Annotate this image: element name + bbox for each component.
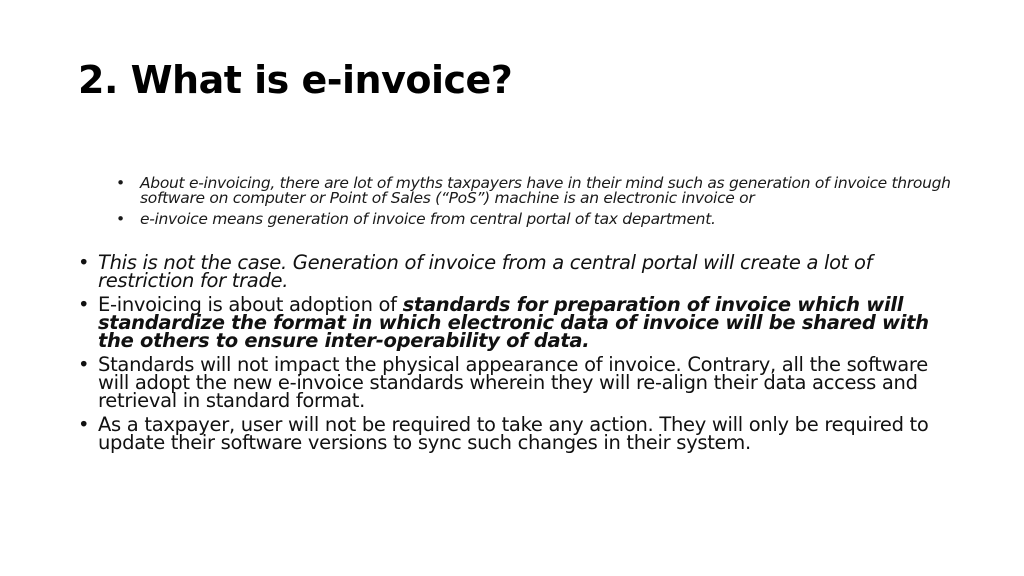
sub-bullet-text: e-invoice means generation of invoice from central portal of tax department. (140, 210, 716, 228)
sub-bullet-item (110, 212, 960, 227)
main-bullet-list (76, 251, 956, 458)
bullet-marker: • (78, 293, 90, 316)
bullet-item (76, 251, 956, 292)
bullet-text: Standards will not impact the physical appearance of invoice. Contrary, all the software will adopt the new e-invoice standards wherein they will re-align their data access and retrieval in standard format. (98, 353, 928, 412)
sub-bullet-list (110, 176, 960, 233)
bullet-marker: • (78, 251, 90, 274)
bullet-text: E-invoicing is about adoption of (98, 293, 403, 316)
sub-bullet-item (110, 176, 960, 206)
bullet-item (76, 293, 956, 352)
bullet-marker: • (78, 353, 90, 376)
bullet-text: As a taxpayer, user will not be required to take any action. They will only be required to update their software versions to sync such changes in their system. (98, 413, 929, 454)
slide-title: 2. What is e-invoice? (78, 58, 513, 102)
bullet-item (76, 353, 956, 412)
bullet-marker: • (116, 210, 125, 228)
bullet-emphasis-text: standards for preparation of invoice which will standardize the format in which electronic data of invoice will be shared with the others to ensure inter-operability of data. (98, 293, 929, 352)
sub-bullet-text: About e-invoicing, there are lot of myths taxpayers have in their mind such as generation of invoice through software on computer or Point of Sales (“PoS”) machine is an electronic invoice or (140, 174, 951, 207)
bullet-marker: • (78, 413, 90, 436)
bullet-text: This is not the case. Generation of invoice from a central portal will create a lot of restriction for trade. (98, 251, 873, 292)
bullet-item (76, 413, 956, 454)
bullet-marker: • (116, 174, 125, 192)
